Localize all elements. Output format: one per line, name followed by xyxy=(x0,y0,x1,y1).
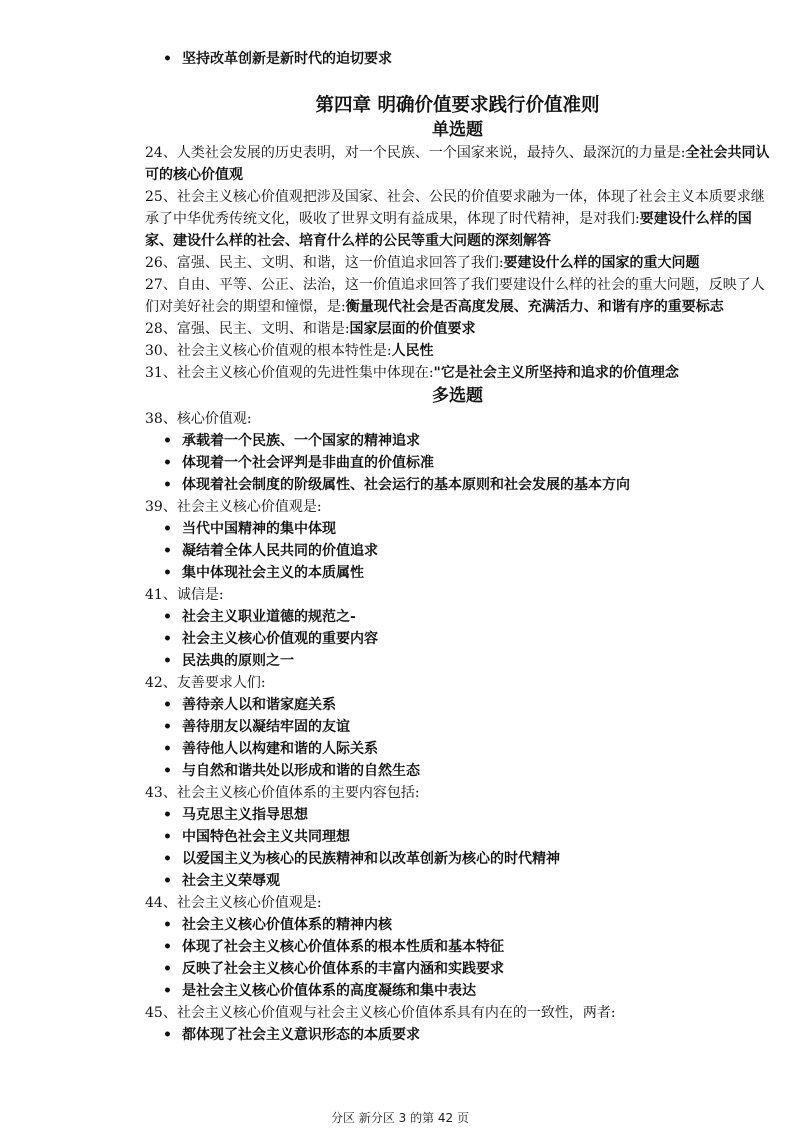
single-choice-item xyxy=(145,186,770,252)
answer-bullet: • 体现了社会主义核心价值体系的根本性质和基本特征 xyxy=(145,936,770,958)
answer-bullet: • 善待朋友以凝结牢固的友谊 xyxy=(145,716,770,738)
multi-choice-list xyxy=(145,408,770,1046)
answer-bullet: • 以爱国主义为核心的民族精神和以改革创新为核心的时代精神 xyxy=(145,848,770,870)
answer-bullet: • 社会主义荣辱观 xyxy=(145,870,770,892)
multi-choice-heading: 多选题 xyxy=(432,386,483,406)
chapter-title: 第四章 明确价值要求践行价值准则 xyxy=(315,95,600,116)
single-choice-list xyxy=(145,142,770,384)
answer-bullet: • 集中体现社会主义的本质属性 xyxy=(145,562,770,584)
question-text: 27、自由、平等、公正、法治，这一价值追求回答了我们要建设什么样的社会的重大问题，反映了人们对美好社会的期望和憧憬，是: xyxy=(145,277,765,315)
question-text: 24、人类社会发展的历史表明，对一个民族、一个国家来说，最持久、最深沉的力量是: xyxy=(145,145,686,161)
page-content xyxy=(145,48,770,1046)
question-text: 26、富强、民主、文明、和谐，这一价值追求回答了我们: xyxy=(145,255,504,271)
multi-choice-question: 38、核心价值观: xyxy=(145,411,252,427)
answer-bullet: • 善待亲人以和谐家庭关系 xyxy=(145,694,770,716)
answer-bullet: • 马克思主义指导思想 xyxy=(145,804,770,826)
answer-bullet: • 与自然和谐共处以形成和谐的自然生态 xyxy=(145,760,770,782)
single-choice-item xyxy=(145,274,770,318)
answer-bullet: • 体现着社会制度的阶级属性、社会运行的基本原则和社会发展的基本方向 xyxy=(145,474,770,496)
answer-bullet: • 社会主义核心价值观的重要内容 xyxy=(145,628,770,650)
answer-text: 要建设什么样的国家、建设什么样的社会、培育什么样的公民等重大问题的深刻解答 xyxy=(145,211,752,249)
question-text: 28、富强、民主、文明、和谐是: xyxy=(145,321,350,337)
answer-text: "它是社会主义所坚持和追求的价值理念 xyxy=(433,365,679,381)
answer-bullet: • 都体现了社会主义意识形态的本质要求 xyxy=(145,1024,770,1046)
answer-text: 衡量现代社会是否高度发展、充满活力、和谐有序的重要标志 xyxy=(345,299,724,315)
question-text: 30、社会主义核心价值观的根本特性是: xyxy=(145,343,392,359)
answer-text: 全社会共同认可的核心价值观 xyxy=(145,145,770,183)
answer-bullet: • 反映了社会主义核心价值体系的丰富内涵和实践要求 xyxy=(145,958,770,980)
single-choice-heading: 单选题 xyxy=(432,120,483,140)
multi-choice-question: 42、友善要求人们: xyxy=(145,675,266,691)
question-text: 31、社会主义核心价值观的先进性集中体现在: xyxy=(145,365,434,381)
answer-bullet: • 体现着一个社会评判是非曲直的价值标准 xyxy=(145,452,770,474)
single-choice-item xyxy=(145,252,770,274)
question-text: 25、社会主义核心价值观把涉及国家、社会、公民的价值要求融为一体，体现了社会主义本质要求继承了中华优秀传统文化，吸收了世界文明有益成果，体现了时代精神，是对我们: xyxy=(145,189,765,227)
answer-bullet: • 当代中国精神的集中体现 xyxy=(145,518,770,540)
single-choice-item xyxy=(145,318,770,340)
single-choice-item xyxy=(145,340,770,362)
multi-choice-question: 39、社会主义核心价值观是: xyxy=(145,499,322,515)
page-footer: 分区 新分区 3 的第 42 页 xyxy=(331,1111,469,1125)
answer-bullet: • 民法典的原则之一 xyxy=(145,650,770,672)
single-choice-item xyxy=(145,142,770,186)
answer-bullet: • 社会主义核心价值体系的精神内核 xyxy=(145,914,770,936)
answer-text: 人民性 xyxy=(391,343,434,359)
multi-choice-question: 44、社会主义核心价值观是: xyxy=(145,895,322,911)
multi-choice-question: 43、社会主义核心价值体系的主要内容包括: xyxy=(145,785,420,801)
multi-choice-question: 41、诚信是: xyxy=(145,587,224,603)
answer-text: 国家层面的价值要求 xyxy=(349,321,476,337)
single-choice-item xyxy=(145,362,770,384)
answer-bullet: • 是社会主义核心价值体系的高度凝练和集中表达 xyxy=(145,980,770,1002)
answer-bullet: • 中国特色社会主义共同理想 xyxy=(145,826,770,848)
top-bullet: • 坚持改革创新是新时代的迫切要求 xyxy=(145,48,770,70)
answer-bullet: • 承载着一个民族、一个国家的精神追求 xyxy=(145,430,770,452)
multi-choice-question: 45、社会主义核心价值观与社会主义核心价值体系具有内在的一致性，两者: xyxy=(145,1005,616,1021)
answer-bullet: • 善待他人以构建和谐的人际关系 xyxy=(145,738,770,760)
answer-bullet: • 凝结着全体人民共同的价值追求 xyxy=(145,540,770,562)
answer-bullet: • 社会主义职业道德的规范之- xyxy=(145,606,770,628)
answer-text: 要建设什么样的国家的重大问题 xyxy=(503,255,700,271)
